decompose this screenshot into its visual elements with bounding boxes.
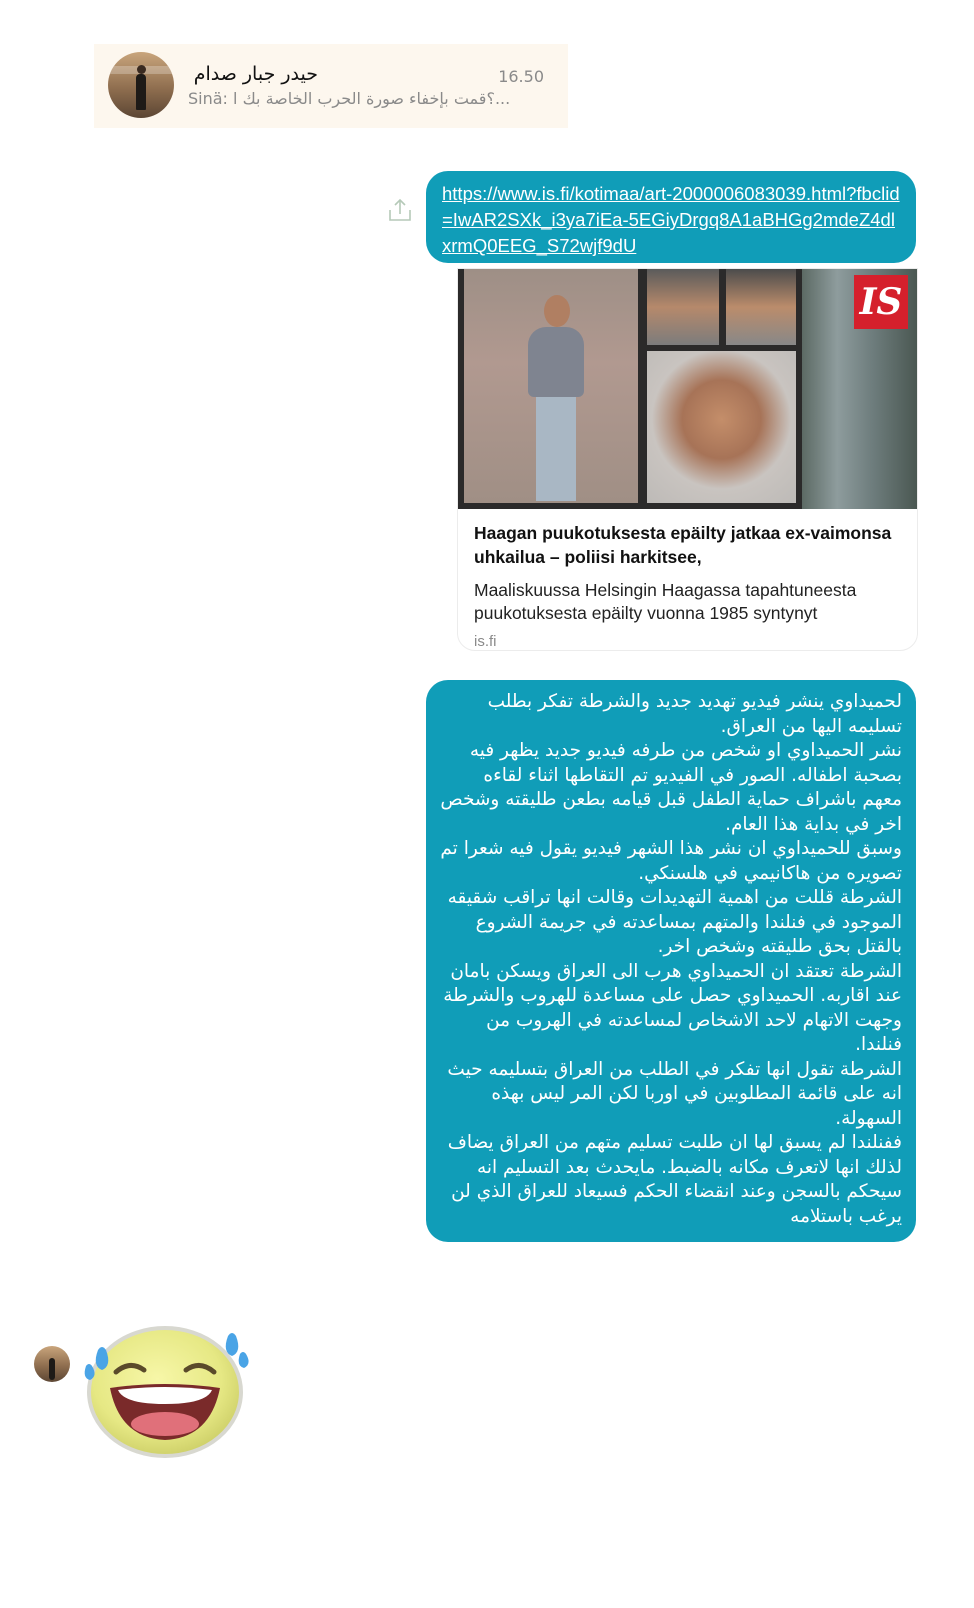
link-preview-title: Haagan puukotuksesta epäilty jatkaa ex-vaimonsa uhkailua – poliisi harkitsee,: [474, 523, 892, 567]
photo-profile-left: [647, 269, 719, 345]
photo-mugshot: [647, 351, 796, 503]
conversation-preview: Sinä: ؟قمت بإخفاء صورة الحرب الخاصة بك ا...: [188, 89, 511, 108]
sender-avatar: [34, 1346, 70, 1382]
message-paragraph: الشرطة قللت من اهمية التهديدات وقالت انها تراقب شقيقه الموجود في فنلندا والمتهم بمساعدته في جريمة الشروع بالقتل بحق طليقته وشخص اخر.: [447, 887, 902, 957]
conversation-card[interactable]: [94, 44, 568, 128]
laughing-emoji-sticker: [80, 1310, 250, 1460]
link-preview-image: [458, 269, 918, 509]
link-preview-description: Maaliskuussa Helsingin Haagassa tapahtuneesta puukotuksesta epäilty vuonna 1985 syntynyt: [474, 580, 857, 623]
message-paragraph: نشر الحميداوي او شخص من طرفه فيديو جديد يظهر فيه بصحبة اطفاله. الصور في الفيديو تم التقاطها اثناء لقاءه معهم باشراف حماية الطفل قبل قيامه بطعن طليقته وشخص اخر في بداية هذا العام.: [440, 740, 902, 835]
message-link[interactable]: https://www.is.fi/kotimaa/art-2000006083039.html?fbclid=IwAR2SXk_i3ya7iEa-5EGiyDrgq8A1aBHGg2mdeZ4dlxrmQ0EEG_S72wjf9dU: [442, 183, 900, 256]
message-paragraph: وسبق للحميداوي ان نشر هذا الشهر فيديو يقول فيه شعرا تم تصويره من هاكانيمي في هلسنكي.: [440, 838, 902, 884]
conversation-time: 16.50: [498, 67, 544, 86]
share-icon[interactable]: [386, 196, 414, 224]
photo-full-body: [464, 269, 638, 503]
photo-profile-right: [726, 269, 796, 345]
message-bubble-link: [426, 171, 916, 263]
avatar: [108, 52, 174, 118]
link-preview-card[interactable]: [457, 268, 918, 651]
message-paragraph: لحميداوي ينشر فيديو تهديد جديد والشرطة تفكر بطلب تسليمه اليها من العراق.: [487, 691, 902, 737]
message-bubble-text: [426, 680, 916, 1242]
is-logo: IS: [854, 275, 908, 329]
contact-name: حيدر جبار صدام: [193, 63, 318, 85]
link-preview-domain: is.fi: [474, 633, 497, 650]
message-paragraph: ففنلندا لم يسبق لها ان طلبت تسليم متهم من العراق يضاف لذلك انها لاتعرف مكانه بالضبط. مايحدث بعد التسليم انه سيحكم بالسجن وعند انقضاء الحكم فسيعاد للعراق الذي لن يرغب باستلامه: [447, 1132, 902, 1227]
message-paragraph: الشرطة تقول انها تفكر في الطلب من العراق بتسليمه حيث انه على قائمة المطلوبين في اوربا لكن المر ليس بهذه السهولة.: [447, 1058, 902, 1129]
message-paragraph: الشرطة تعتقد ان الحميداوي هرب الى العراق ويسكن بامان عند اقاربه. الحميداوي حصل على مساعدة للهروب والشرطة وجهت الاتهام لاحد الاشخاص لمساعدته في الهروب من فنلندا.: [443, 960, 902, 1055]
